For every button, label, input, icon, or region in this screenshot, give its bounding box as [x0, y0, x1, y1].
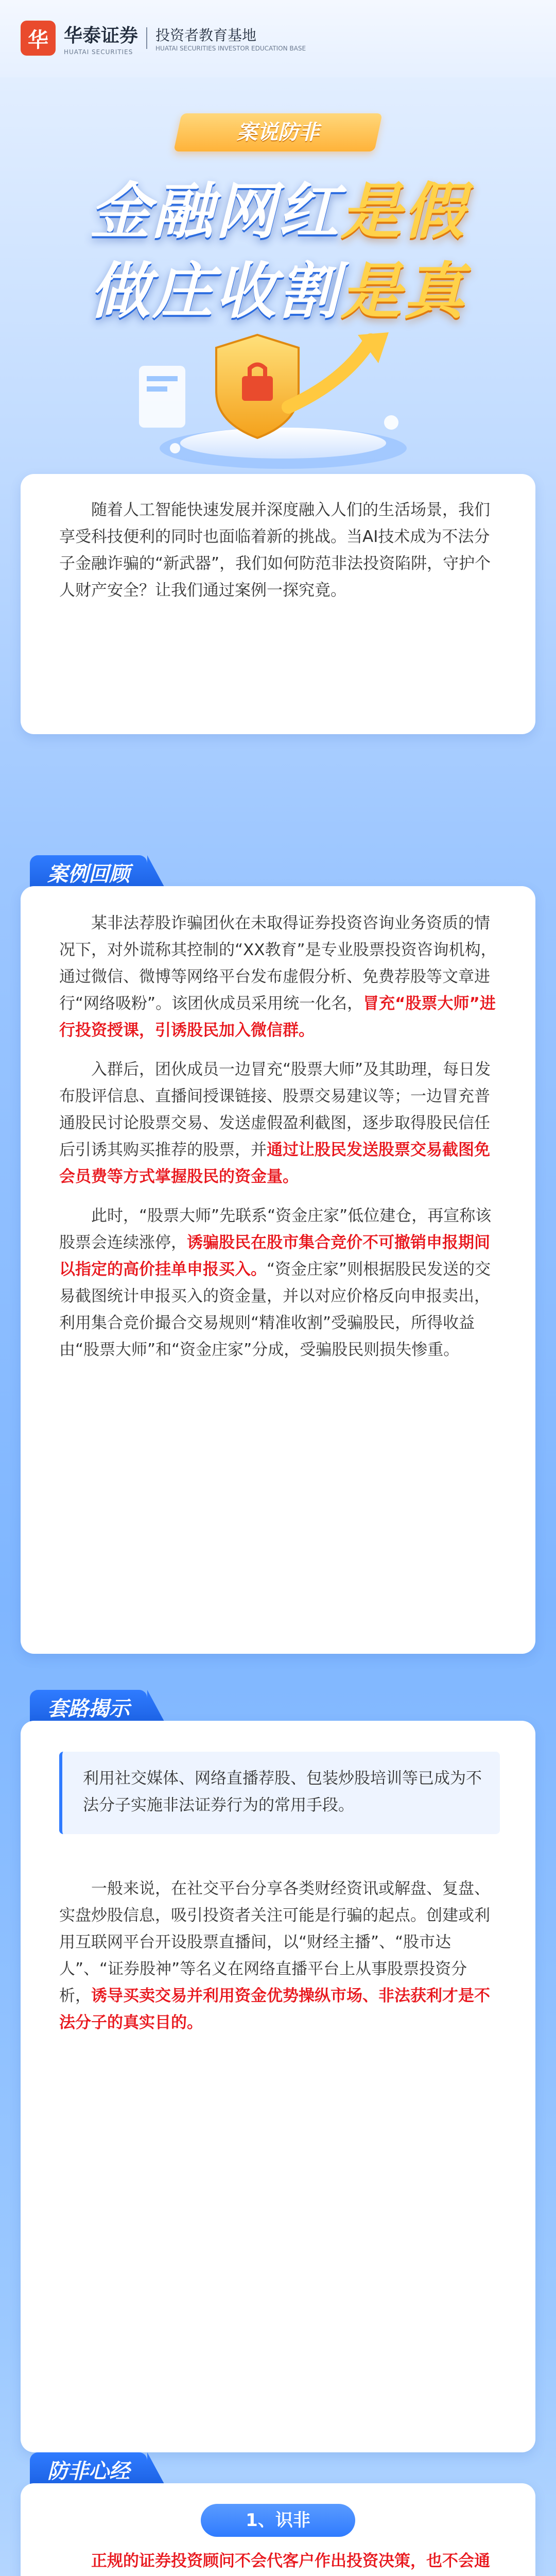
- headline-1a: 金融网红: [89, 176, 341, 247]
- brand-subtitle: 投资者教育基地: [155, 27, 257, 44]
- brand-name: 华泰证券: [64, 25, 138, 46]
- section-tab-trick: 套路揭示: [30, 1690, 147, 1728]
- pill-identify: 1、识非: [201, 2504, 355, 2537]
- headline-line-2: [0, 242, 556, 330]
- intro-text: 随着人工智能快速发展并深度融入人们的生活场景，我们享受科技便利的同时也面临着新的挑战。当AI技术成为不法分子金融诈骗的“新武器”，我们如何防范非法投资陷阱，守护个人财产安全？让我们通过案例一探究竟。: [59, 501, 491, 600]
- case-paragraph-1: [59, 910, 497, 1044]
- case-card: [21, 886, 535, 1654]
- headline-line-1: [0, 162, 556, 250]
- heart-card: [21, 2483, 535, 2576]
- trick-highlight: 诱导买卖交易并利用资金优势操纵市场、非法获利才是不法分子的真实目的。: [59, 1987, 490, 2032]
- section-tab-heart: 防非心经: [30, 2452, 147, 2490]
- logo-divider: [146, 27, 147, 49]
- intro-card: [21, 474, 535, 734]
- headline-2a: 做庄收割: [89, 256, 341, 327]
- case-body: [59, 910, 497, 1363]
- case-p3-text-2: “资金庄家”则根据股民发送的交易截图统计申报买入的资金量，并以对应价格反向申报卖出，利用集合竞价撮合交易规则“精准收割”受骗股民，所得收益由“股票大师”和“资金庄家”分成，受骗股民则损失惨重。: [59, 1260, 491, 1359]
- ribbon-label: 案说防非: [237, 121, 319, 144]
- quote-text: 利用社交媒体、网络直播荐股、包装炒股培训等已成为不法分子实施非法证券行为的常用手段。: [83, 1769, 482, 1815]
- section-tab-case: 案例回顾: [30, 855, 147, 893]
- hero-banner: [0, 77, 556, 474]
- brand-subtitle-en: HUATAI SECURITIES INVESTOR EDUCATION BASE: [155, 45, 306, 52]
- huatai-logo-icon: 华: [21, 21, 56, 56]
- case-p2-highlight: 通过让股民发送股票交易截图免会员费等方式掌握股民的资金量。: [59, 1141, 490, 1186]
- case-p2-text: 入群后，团伙成员一边冒充“股票大师”及其助理，每日发布股评信息、直播间授课链接、股票交易建议等；一边冒充普通股民讨论股票交易、发送虚假盈利截图，逐步取得股民信任后引诱其购买推荐的股票，并: [59, 1060, 491, 1159]
- trick-text: 一般来说，在社交平台分享各类财经资讯或解盘、复盘、实盘炒股信息，吸引投资者关注可能是行骗的起点。创建或利用互联网平台开设股票直播间，以“财经主播”、“股市达人”、“证券股神”等名义在网络直播平台上从事股票投资分析，: [59, 1879, 490, 2005]
- shield-with-arrow-icon: [103, 319, 463, 474]
- headline-2b: 是真: [341, 256, 467, 327]
- quote-box: [59, 1752, 500, 1834]
- trick-paragraph: [59, 1875, 497, 2036]
- case-p1-highlight: 冒充“股票大师”进行投资授课，引诱股民加入微信群。: [59, 994, 496, 1040]
- brand-name-en: HUATAI SECURITIES: [64, 48, 133, 56]
- case-p3-text: 此时，“股票大师”先联系“资金庄家”低位建仓，再宣称该股票会连续涨停，: [59, 1207, 492, 1252]
- case-p3-highlight: 诱骗股民在股市集合竞价不可撤销申报期间以指定的高价挂单申报买入。: [59, 1233, 490, 1279]
- trick-card: [21, 1721, 535, 2452]
- heart-highlight: 正规的证券投资顾问不会代客户作出投资决策，也不会通: [91, 2552, 490, 2570]
- brand-logo: [21, 21, 306, 56]
- heart-paragraph-1: [59, 2548, 497, 2576]
- case-p1-text: 某非法荐股诈骗团伙在未取得证券投资咨询业务资质的情况下，对外谎称其控制的“XX教育”是专业股票投资咨询机构，通过微信、微博等网络平台发布虚假分析、免费荐股等文章进行“网络吸粉”。该团伙成员采用统一化名，: [59, 914, 497, 1013]
- case-paragraph-2: [59, 1056, 497, 1190]
- headline-1b: 是假: [341, 176, 467, 247]
- case-paragraph-3: [59, 1202, 497, 1363]
